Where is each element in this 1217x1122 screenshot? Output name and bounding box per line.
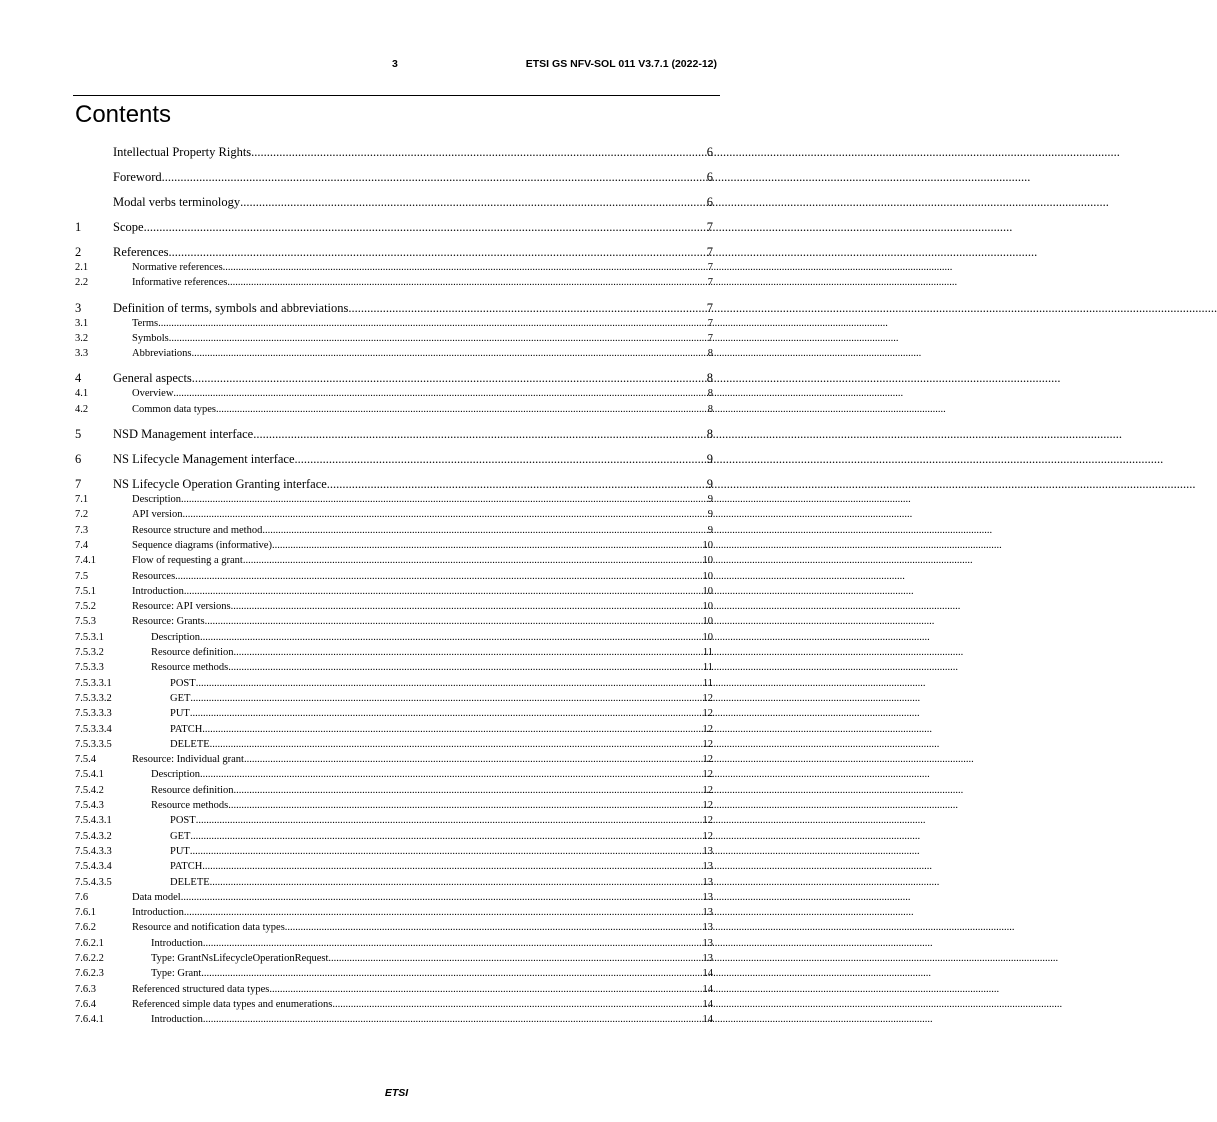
toc-dot-leader: [348, 300, 706, 316]
toc-entry-page[interactable]: 12: [702, 723, 713, 735]
toc-entry-title[interactable]: API version: [132, 509, 183, 521]
toc-entry-title[interactable]: DELETE: [170, 876, 210, 888]
toc-entry-page[interactable]: 10: [702, 570, 713, 582]
toc-entry[interactable]: [75, 982, 713, 997]
toc-entry-page[interactable]: 13: [702, 952, 713, 964]
toc-entry-number: 7.5.3.3.4: [75, 723, 112, 735]
toc-dot-leader: [244, 752, 703, 767]
toc-entry-title[interactable]: Resource methods: [151, 662, 229, 674]
toc-dot-leader: [328, 951, 702, 966]
toc-dot-leader: [144, 219, 707, 235]
toc-dot-leader: [228, 660, 703, 675]
toc-entry-number: 2: [75, 245, 82, 259]
toc-entry-page[interactable]: 10: [702, 616, 713, 628]
toc-entry-number: 2.2: [75, 277, 89, 289]
toc-entry[interactable]: [75, 331, 713, 346]
toc-entry[interactable]: [75, 660, 713, 675]
toc-entry-number: 7.5.3.3: [75, 662, 104, 674]
toc-entry-page[interactable]: 6: [706, 195, 713, 209]
toc-entry[interactable]: [75, 599, 713, 614]
toc-entry-number: 7.5.3.3.3: [75, 708, 112, 720]
toc-dot-leader: [169, 331, 708, 346]
toc-entry-title[interactable]: PUT: [170, 708, 190, 720]
toc-entry-title[interactable]: Definition of terms, symbols and abbreviations: [113, 300, 349, 315]
toc-entry-page[interactable]: 7: [707, 317, 713, 329]
toc-entry[interactable]: [75, 737, 713, 752]
toc-entry-number: 1: [75, 220, 82, 234]
toc-entry[interactable]: [75, 1012, 713, 1027]
toc-entry[interactable]: [75, 890, 713, 905]
toc-entry-page[interactable]: 14: [702, 968, 713, 980]
toc-entry-page[interactable]: 6: [706, 170, 713, 184]
toc-entry-page[interactable]: 9: [706, 477, 713, 492]
toc-dot-leader: [158, 316, 708, 331]
toc-dot-leader: [175, 569, 702, 584]
toc-entry-number: 7.6.2.3: [75, 968, 104, 980]
toc-entry-number: 7.5.3.2: [75, 647, 104, 659]
toc-entry-title[interactable]: Description: [151, 631, 200, 643]
toc-entry[interactable]: [75, 645, 713, 660]
toc-entry-number: 7.5.4: [75, 754, 96, 766]
toc-entry-title[interactable]: Overview: [132, 388, 174, 400]
toc-entry-title[interactable]: PATCH: [170, 861, 203, 873]
toc-entry-title[interactable]: Referenced structured data types: [132, 983, 270, 995]
toc-entry-title[interactable]: Foreword: [113, 170, 162, 184]
toc-entry-title[interactable]: Introduction: [151, 1014, 203, 1026]
toc-entry[interactable]: [75, 386, 713, 401]
toc-entry[interactable]: [75, 275, 713, 290]
toc-entry-number: 7.6.2.1: [75, 937, 104, 949]
toc-entry[interactable]: [75, 507, 713, 522]
toc-dot-leader: [227, 275, 707, 290]
toc-dot-leader: [243, 553, 703, 568]
toc-dot-leader: [295, 451, 707, 467]
toc-dot-leader: [205, 614, 703, 629]
toc-entry-page[interactable]: 10: [702, 585, 713, 597]
toc-entry-page[interactable]: 12: [702, 754, 713, 766]
toc-dot-leader: [272, 538, 703, 553]
toc-entry-page[interactable]: 8: [706, 427, 713, 442]
toc-entry[interactable]: [75, 767, 713, 782]
toc-entry-number: 7.5.1: [75, 585, 96, 597]
toc-entry-title[interactable]: PUT: [170, 845, 190, 857]
toc-entry-page[interactable]: 9: [706, 452, 713, 467]
toc-entry-title[interactable]: Resource and notification data types: [132, 922, 285, 934]
toc-dot-leader: [285, 920, 703, 935]
toc-entry-number: 7.5.4.1: [75, 769, 104, 781]
toc-entry[interactable]: [75, 844, 713, 859]
toc-entry[interactable]: [75, 997, 713, 1012]
toc-dot-leader: [181, 890, 703, 905]
toc-entry-title[interactable]: POST: [170, 815, 196, 827]
toc-entry[interactable]: [75, 905, 713, 920]
toc-entry-number: 7.6.2.2: [75, 952, 104, 964]
toc-dot-leader: [210, 737, 703, 752]
toc-entry-title[interactable]: Abbreviations: [132, 348, 192, 360]
toc-entry-number: 7.6: [75, 891, 89, 903]
toc-entry-page[interactable]: 13: [702, 907, 713, 919]
toc-entry-page[interactable]: 7: [706, 245, 713, 259]
toc-entry-number: 7.6.3: [75, 983, 96, 995]
toc-entry[interactable]: [75, 346, 713, 361]
toc-entry-number: 7.4.1: [75, 555, 96, 567]
toc-entry-page[interactable]: 12: [702, 815, 713, 827]
toc-entry[interactable]: [75, 584, 713, 599]
table-of-contents: [75, 144, 713, 1027]
toc-entry-page[interactable]: 13: [702, 845, 713, 857]
toc-entry-number: 7.5.4.3.2: [75, 830, 112, 842]
toc-entry-title[interactable]: DELETE: [170, 738, 210, 750]
toc-dot-leader: [203, 936, 703, 951]
toc-dot-leader: [192, 346, 708, 361]
page-title: Contents: [75, 101, 172, 128]
toc-entry-title[interactable]: Sequence diagrams (informative): [132, 539, 272, 551]
toc-entry-number: 3.1: [75, 317, 89, 329]
toc-entry-page[interactable]: 12: [702, 692, 713, 704]
toc-entry-title[interactable]: Resource structure and method: [132, 524, 263, 536]
toc-dot-leader: [192, 370, 707, 386]
toc-entry[interactable]: [75, 630, 713, 645]
toc-entry-title[interactable]: References: [113, 245, 169, 259]
toc-entry-number: 3.3: [75, 348, 89, 360]
toc-entry-title[interactable]: Introduction: [151, 937, 203, 949]
toc-entry-page[interactable]: 11: [702, 677, 713, 689]
toc-entry[interactable]: [75, 614, 713, 629]
toc-entry[interactable]: [75, 451, 713, 467]
toc-entry-page[interactable]: 12: [702, 800, 713, 812]
toc-entry[interactable]: [75, 219, 713, 235]
toc-entry-page[interactable]: 14: [702, 1014, 713, 1026]
toc-entry-title[interactable]: Description: [132, 494, 181, 506]
toc-entry-page[interactable]: 8: [706, 371, 713, 386]
toc-entry-number: 4.2: [75, 403, 89, 415]
document-id: ETSI GS NFV-SOL 011 V3.7.1 (2022-12): [525, 58, 717, 70]
toc-entry-page[interactable]: 12: [702, 708, 713, 720]
toc-entry-title[interactable]: Type: GrantNsLifecycleOperationRequest: [151, 952, 329, 964]
toc-entry-number: 2.1: [75, 262, 89, 273]
toc-entry[interactable]: [75, 402, 713, 417]
toc-entry-page[interactable]: 9: [707, 509, 713, 521]
footer-etsi: ETSI: [384, 1087, 409, 1099]
toc-entry[interactable]: [75, 691, 713, 706]
toc-entry-title[interactable]: General aspects: [113, 371, 192, 386]
toc-entry[interactable]: [75, 676, 713, 691]
toc-dot-leader: [190, 706, 703, 721]
toc-entry-title[interactable]: Type: Grant: [151, 968, 202, 980]
page-number: 3: [392, 58, 398, 70]
toc-entry-page[interactable]: 12: [702, 738, 713, 750]
toc-dot-leader: [216, 402, 708, 417]
toc-dot-leader: [269, 982, 702, 997]
toc-dot-leader: [240, 194, 707, 210]
toc-entry-number: 7.5.4.2: [75, 784, 104, 796]
toc-entry-title[interactable]: NS Lifecycle Operation Granting interface: [113, 477, 327, 492]
toc-entry-number: 7.6.2: [75, 922, 96, 934]
toc-dot-leader: [228, 798, 702, 813]
toc-entry[interactable]: [75, 875, 713, 890]
toc-entry-page[interactable]: 9: [707, 524, 713, 536]
toc-dot-leader: [162, 169, 707, 185]
toc-entry-number: 7.5.3.3.1: [75, 677, 112, 689]
toc-entry[interactable]: [75, 476, 713, 492]
toc-entry-title[interactable]: Resource definition: [151, 647, 234, 659]
toc-entry-page[interactable]: 12: [702, 784, 713, 796]
toc-entry-title[interactable]: Scope: [113, 220, 144, 234]
toc-dot-leader: [223, 260, 708, 275]
toc-dot-leader: [190, 829, 702, 844]
toc-entry-page[interactable]: 14: [702, 998, 713, 1010]
toc-entry[interactable]: [75, 538, 713, 553]
toc-entry[interactable]: [75, 829, 713, 844]
toc-entry[interactable]: [75, 260, 713, 275]
toc-entry-title[interactable]: POST: [170, 677, 196, 689]
toc-entry-page[interactable]: 7: [707, 332, 713, 344]
toc-entry[interactable]: [75, 144, 713, 160]
toc-entry-page[interactable]: 13: [702, 922, 713, 934]
toc-entry-number: 7.5.3.3.2: [75, 692, 112, 704]
toc-entry-title[interactable]: Resources: [132, 570, 176, 582]
toc-entry-title[interactable]: Referenced simple data types and enumerations: [132, 998, 333, 1010]
toc-entry-number: 3.2: [75, 332, 89, 344]
toc-entry-page[interactable]: 11: [702, 647, 713, 659]
toc-entry[interactable]: [75, 426, 713, 442]
toc-entry-number: 3: [75, 300, 82, 315]
toc-entry-page[interactable]: 7: [707, 277, 713, 289]
toc-entry-page[interactable]: 6: [706, 145, 713, 159]
toc-dot-leader: [332, 997, 702, 1012]
toc-entry[interactable]: [75, 752, 713, 767]
toc-entry-number: 4: [75, 371, 82, 386]
toc-dot-leader: [234, 783, 703, 798]
toc-entry-number: 7.4: [75, 539, 89, 551]
toc-entry-number: 7.5.4.3.5: [75, 876, 112, 888]
toc-entry-title[interactable]: Flow of requesting a grant: [132, 555, 243, 567]
toc-entry-title[interactable]: Resource methods: [151, 800, 229, 812]
toc-dot-leader: [196, 813, 703, 828]
toc-entry-page[interactable]: 10: [702, 631, 713, 643]
toc-entry-page[interactable]: 8: [707, 403, 713, 415]
toc-entry[interactable]: [75, 722, 713, 737]
toc-entry-number: 7.5: [75, 570, 89, 582]
toc-dot-leader: [169, 244, 707, 260]
toc-entry-number: 7.5.4.3.1: [75, 815, 112, 827]
toc-entry-title[interactable]: GET: [170, 692, 191, 704]
toc-entry-title[interactable]: Resource: API versions: [132, 601, 231, 613]
header-rule: [73, 95, 720, 96]
toc-entry-title[interactable]: NSD Management interface: [113, 427, 254, 442]
toc-entry-number: 7.3: [75, 524, 89, 536]
toc-entry-title[interactable]: Modal verbs terminology: [113, 195, 241, 209]
toc-entry-number: 7.5.3: [75, 616, 96, 628]
toc-entry-page[interactable]: 13: [702, 937, 713, 949]
toc-entry-title[interactable]: Introduction: [132, 907, 184, 919]
toc-entry-page[interactable]: 7: [706, 220, 713, 234]
toc-entry[interactable]: [75, 951, 713, 966]
toc-dot-leader: [262, 523, 707, 538]
toc-dot-leader: [173, 386, 707, 401]
toc-entry[interactable]: [75, 244, 713, 260]
toc-entry-number: 7.6.1: [75, 907, 96, 919]
toc-dot-leader: [234, 645, 703, 660]
toc-dot-leader: [203, 1012, 703, 1027]
toc-entry-number: 5: [75, 427, 82, 442]
toc-entry-title[interactable]: Common data types: [132, 403, 216, 415]
toc-entry-page[interactable]: 9: [707, 494, 713, 506]
toc-dot-leader: [201, 966, 702, 981]
toc-dot-leader: [253, 426, 707, 442]
toc-entry-number: 7.5.2: [75, 601, 96, 613]
toc-entry-page[interactable]: 13: [702, 861, 713, 873]
toc-dot-leader: [202, 722, 702, 737]
toc-entry-title[interactable]: PATCH: [170, 723, 203, 735]
toc-entry-number: 4.1: [75, 388, 89, 400]
toc-dot-leader: [202, 859, 702, 874]
toc-entry[interactable]: [75, 169, 713, 185]
toc-entry[interactable]: [75, 553, 713, 568]
toc-entry-number: 7.5.3.3.5: [75, 738, 112, 750]
toc-entry-title[interactable]: Resource: Individual grant: [132, 754, 244, 766]
toc-entry-title[interactable]: Data model: [132, 891, 181, 903]
toc-entry-page[interactable]: 11: [702, 662, 713, 674]
toc-dot-leader: [182, 507, 707, 522]
toc-dot-leader: [327, 476, 707, 492]
toc-entry[interactable]: [75, 706, 713, 721]
toc-dot-leader: [200, 630, 703, 645]
toc-entry-title[interactable]: Resource definition: [151, 784, 234, 796]
toc-dot-leader: [200, 767, 703, 782]
toc-entry-page[interactable]: 10: [702, 555, 713, 567]
toc-entry-page[interactable]: 14: [702, 983, 713, 995]
toc-dot-leader: [184, 905, 703, 920]
toc-entry[interactable]: [75, 370, 713, 386]
toc-entry-title[interactable]: Resource: Grants: [132, 616, 205, 628]
toc-dot-leader: [190, 844, 703, 859]
toc-entry-page[interactable]: 13: [702, 876, 713, 888]
toc-entry-title[interactable]: Introduction: [132, 585, 184, 597]
toc-entry[interactable]: [75, 194, 713, 210]
toc-dot-leader: [184, 584, 703, 599]
toc-entry-title[interactable]: Informative references: [132, 277, 228, 289]
toc-dot-leader: [181, 492, 708, 507]
toc-entry-page[interactable]: 12: [702, 769, 713, 781]
toc-entry[interactable]: [75, 783, 713, 798]
toc-entry-number: 7.5.4.3.3: [75, 845, 112, 857]
toc-entry[interactable]: [75, 523, 713, 538]
toc-entry-number: 7.1: [75, 494, 89, 506]
toc-entry-page[interactable]: 12: [702, 830, 713, 842]
toc-dot-leader: [251, 144, 707, 160]
toc-entry[interactable]: [75, 813, 713, 828]
toc-entry[interactable]: [75, 859, 713, 874]
toc-entry[interactable]: [75, 316, 713, 331]
toc-entry-number: 7.5.3.1: [75, 631, 104, 643]
toc-entry[interactable]: [75, 966, 713, 981]
toc-entry-number: 7: [75, 477, 82, 492]
toc-entry-number: 7.2: [75, 509, 89, 521]
toc-entry-page[interactable]: 8: [707, 348, 713, 360]
toc-dot-leader: [196, 676, 703, 691]
toc-entry[interactable]: [75, 798, 713, 813]
toc-entry-title[interactable]: GET: [170, 830, 191, 842]
toc-entry[interactable]: [75, 492, 713, 507]
toc-entry-number: 7.5.4.3.4: [75, 861, 112, 873]
toc-entry-title[interactable]: Symbols: [132, 332, 169, 344]
toc-entry-title[interactable]: Intellectual Property Rights: [113, 145, 252, 159]
toc-entry[interactable]: [75, 920, 713, 935]
toc-entry-page[interactable]: 7: [707, 262, 713, 273]
toc-entry-number: 6: [75, 452, 82, 467]
toc-entry-page[interactable]: 13: [702, 891, 713, 903]
toc-entry[interactable]: [75, 300, 713, 316]
toc-dot-leader: [231, 599, 703, 614]
toc-entry-title[interactable]: Description: [151, 769, 200, 781]
toc-entry-number: 7.6.4: [75, 998, 96, 1010]
toc-entry-title[interactable]: Normative references: [132, 262, 223, 273]
toc-entry[interactable]: [75, 569, 713, 584]
toc-entry-title[interactable]: NS Lifecycle Management interface: [113, 452, 295, 467]
toc-entry[interactable]: [75, 936, 713, 951]
toc-entry-page[interactable]: 10: [702, 539, 713, 551]
toc-entry-page[interactable]: 10: [702, 601, 713, 613]
toc-entry-title[interactable]: Terms: [132, 317, 159, 329]
toc-dot-leader: [190, 691, 702, 706]
toc-entry-page[interactable]: 8: [707, 388, 713, 400]
toc-entry-number: 7.6.4.1: [75, 1014, 104, 1026]
toc-dot-leader: [210, 875, 703, 890]
toc-entry-page[interactable]: 7: [706, 300, 713, 315]
toc-entry-number: 7.5.4.3: [75, 800, 104, 812]
